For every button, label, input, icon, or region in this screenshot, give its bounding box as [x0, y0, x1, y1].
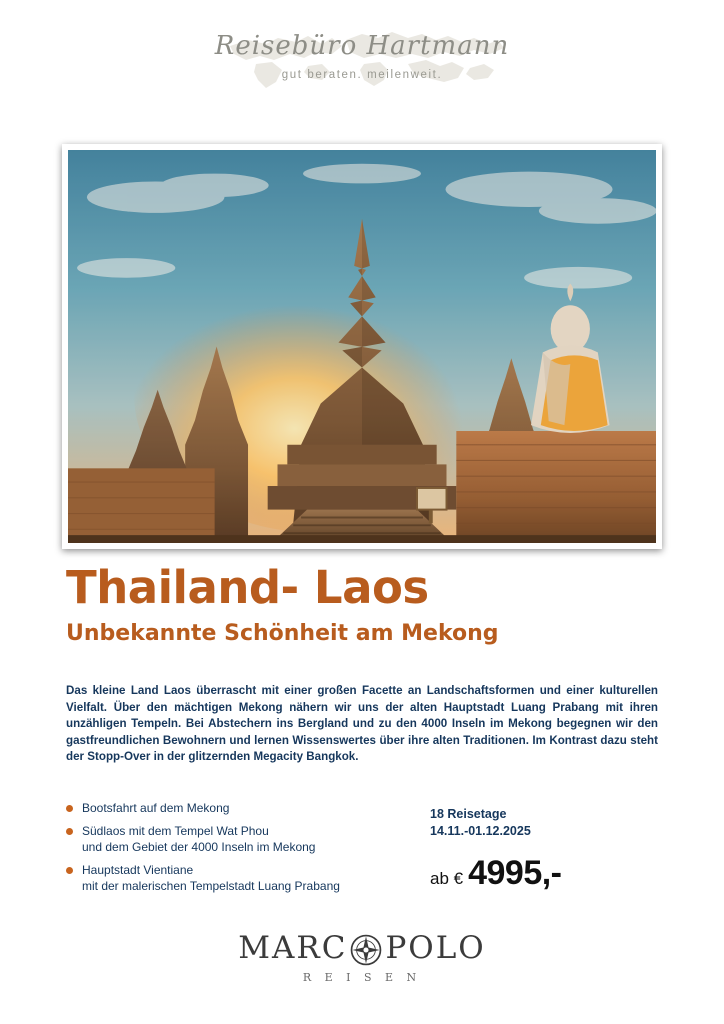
- trip-dates: 14.11.-01.12.2025: [430, 824, 531, 838]
- brand-word-right: POLO: [385, 930, 486, 966]
- highlights-list: [66, 800, 426, 901]
- page-footer: [0, 930, 724, 984]
- price-prefix: ab €: [430, 869, 464, 888]
- list-item: [66, 823, 426, 855]
- list-item-line1: Bootsfahrt auf dem Mekong: [82, 801, 230, 815]
- list-item-line2: und dem Gebiet der 4000 Inseln im Mekong: [82, 840, 316, 854]
- trip-duration: 18 Reisetage: [430, 807, 507, 821]
- agency-tagline: gut beraten. meilenweit.: [281, 69, 443, 81]
- price-value: 4995,-: [468, 854, 562, 892]
- page-header: [0, 0, 724, 118]
- agency-name: Reisebüro Hartmann: [214, 31, 510, 61]
- price-line: [430, 854, 670, 893]
- temple-photo: [68, 150, 656, 543]
- page-title: Thailand- Laos: [66, 561, 429, 614]
- bullet-icon: [66, 867, 73, 874]
- marco-polo-logo: [238, 930, 485, 966]
- price-block: [430, 806, 670, 893]
- list-item-text: [82, 823, 315, 855]
- hero-image-inner: [68, 150, 656, 543]
- page-subtitle: Unbekannte Schönheit am Mekong: [66, 621, 499, 646]
- compass-globe-icon: [349, 933, 383, 967]
- brand-subtitle: R E I S E N: [302, 971, 422, 984]
- list-item-text: [82, 800, 229, 816]
- list-item: [66, 862, 426, 894]
- list-item-text: [82, 862, 340, 894]
- list-item-line1: Hauptstadt Vientiane: [82, 863, 194, 877]
- list-item-line2: mit der malerischen Tempelstadt Luang Prabang: [82, 879, 340, 893]
- brand-word-left: MARC: [238, 930, 348, 966]
- title-block: [66, 562, 666, 648]
- list-item-line1: Südlaos mit dem Tempel Wat Phou: [82, 824, 269, 838]
- hero-image: [62, 144, 662, 549]
- list-item: [66, 800, 426, 816]
- bullet-icon: [66, 805, 73, 812]
- bullet-icon: [66, 828, 73, 835]
- agency-logo: [212, 14, 512, 104]
- description-text: Das kleine Land Laos überrascht mit einer großen Facette an Landschaftsformen und einer kulturellen Vielfalt. Über den mächtigen Mekong nähern wir uns der alten Hauptstadt Luang Prabang mit ihren unzähligen Tempeln. Bei Abstechern ins Bergland und zu den 4000 Inseln im Mekong begegnen wir den gastfreundlichen Bewohnern und lernen Wissenswertes über ihre alten Traditionen. Im Kontrast dazu steht der Stopp-Over in der glitzernden Megacity Bangkok.: [66, 684, 658, 764]
